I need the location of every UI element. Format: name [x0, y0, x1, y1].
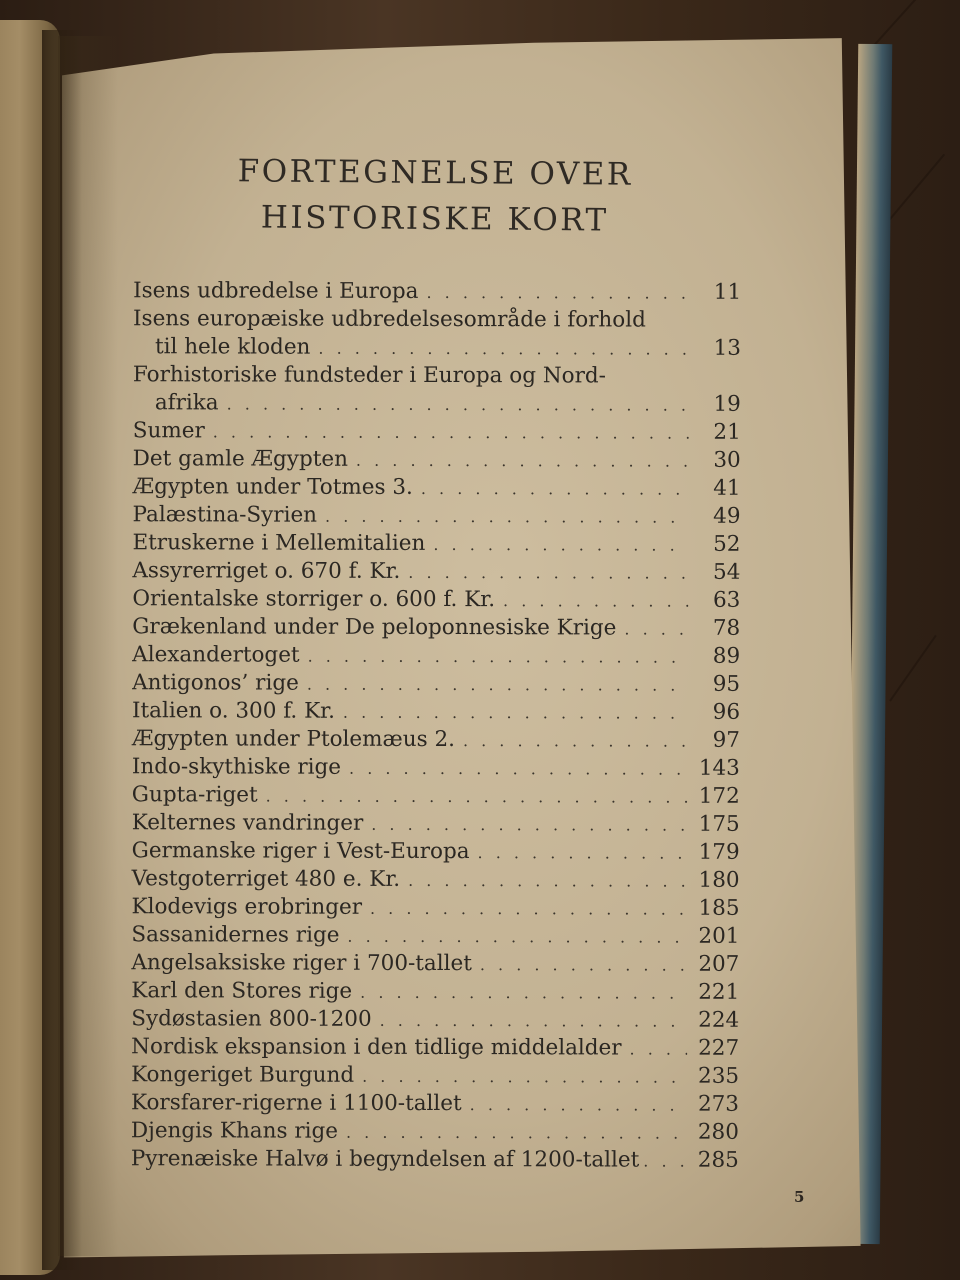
toc-entry-label: Vestgoterriget 480 e. Kr. — [131, 866, 401, 892]
leader-dots — [421, 475, 689, 504]
toc-entry-page: 30 — [713, 447, 741, 473]
leader-dots — [426, 279, 689, 308]
toc-entry — [132, 557, 740, 587]
toc-entry-page: 285 — [697, 1147, 739, 1173]
toc-entry-page: 49 — [713, 503, 741, 529]
toc-entry-label: Sumer — [132, 418, 205, 444]
leader-dots — [308, 643, 689, 672]
leader-dots — [356, 447, 689, 476]
toc-entry-label: Nordisk ekspansion i den tidlige middelalder — [131, 1034, 622, 1061]
toc-entry-label: Klodevigs erobringer — [131, 894, 363, 920]
toc-entry — [132, 669, 740, 699]
page-title — [190, 148, 681, 244]
toc-entry — [132, 641, 740, 671]
toc-entry — [131, 1089, 739, 1119]
toc-entry-page: 175 — [698, 811, 740, 837]
toc-entry — [131, 1145, 739, 1175]
toc-entry-label: Grækenland under De peloponnesiske Krige — [132, 614, 617, 641]
leader-dots — [643, 1148, 689, 1176]
toc-entry-page: 227 — [698, 1035, 740, 1061]
toc-entry-label: afrika — [154, 390, 219, 416]
toc-entry — [133, 445, 741, 475]
leader-dots — [463, 727, 688, 756]
toc-entry — [131, 1005, 739, 1035]
leader-dots — [370, 895, 688, 924]
toc-entry-label: Djengis Khans rige — [130, 1118, 339, 1144]
toc-entry-label: Isens udbredelse i Europa — [133, 278, 419, 304]
toc-entry-continuation — [133, 389, 741, 419]
toc-entry-label: Pyrenæiske Halvø i begyndelsen af 1200-tallet — [130, 1146, 640, 1173]
leader-dots — [503, 587, 688, 615]
toc-entry — [133, 417, 741, 447]
toc-entry-page: 180 — [698, 867, 740, 893]
toc-entry-page: 96 — [712, 699, 741, 725]
toc-entry — [133, 473, 741, 503]
leader-dots — [380, 1007, 688, 1036]
leader-dots — [480, 951, 688, 980]
leader-dots — [624, 615, 688, 643]
toc-entry — [132, 753, 740, 783]
toc-entry — [132, 697, 740, 727]
toc-entry — [133, 305, 741, 335]
leader-dots — [325, 503, 689, 532]
leader-dots — [408, 867, 688, 896]
toc-entry-label: Karl den Stores rige — [131, 978, 353, 1004]
toc-entry-page: 207 — [698, 951, 740, 977]
leader-dots — [343, 699, 688, 728]
toc-entry — [132, 585, 740, 615]
leader-dots — [318, 335, 689, 364]
toc-entry-label: Germanske riger i Vest-Europa — [131, 838, 470, 865]
toc-entry-label: Ægypten under Ptolemæus 2. — [131, 726, 456, 753]
leader-dots — [362, 1063, 687, 1092]
leader-dots — [630, 1036, 688, 1064]
toc-entry — [132, 529, 740, 559]
toc-entry-label: Det gamle Ægypten — [132, 446, 348, 472]
leader-dots — [307, 671, 688, 700]
toc-entry — [133, 501, 741, 531]
title-line-1: FORTEGNELSE OVER — [237, 153, 633, 193]
toc-entry-page: 201 — [698, 923, 740, 949]
leader-dots — [371, 811, 688, 840]
toc-entry-label: Assyrerriget o. 670 f. Kr. — [132, 558, 401, 584]
toc-entry-label: Etruskerne i Mellemitalien — [132, 530, 426, 556]
toc-entry-page: 78 — [712, 615, 741, 641]
toc-entry — [132, 865, 740, 895]
toc-entry-page: 172 — [698, 783, 740, 809]
toc-entry-label: Forhistoriske fundsteder i Europa og Nord- — [132, 362, 606, 389]
leader-dots — [470, 1091, 687, 1120]
toc-entry-label: Sydøstasien 800-1200 — [131, 1006, 372, 1032]
toc-entry-label: Alexandertoget — [132, 642, 300, 668]
toc-entry — [132, 809, 740, 839]
toc-entry-page: 224 — [698, 1007, 740, 1033]
toc-entry — [131, 921, 739, 951]
toc-entry-page: 11 — [713, 279, 742, 305]
toc-entry — [132, 781, 740, 811]
toc-entry-label: Gupta-riget — [131, 782, 258, 808]
toc-entry-label: Kelternes vandringer — [131, 810, 364, 836]
toc-entry-page: 280 — [697, 1119, 739, 1145]
page-number: 5 — [794, 1188, 805, 1206]
toc-entry-label: Indo-skythiske rige — [131, 754, 342, 780]
toc-entry-label: Kongeriget Burgund — [131, 1062, 355, 1088]
leader-dots — [478, 839, 688, 868]
toc-entry-page: 41 — [713, 475, 741, 501]
toc-entry-label: Ægypten under Totmes 3. — [132, 474, 413, 500]
toc-entry-label: til hele kloden — [154, 334, 311, 360]
title-line-2: HISTORISKE KORT — [260, 199, 609, 239]
toc-entry-page: 63 — [712, 587, 741, 613]
toc-entry-label: Italien o. 300 f. Kr. — [132, 698, 335, 724]
toc-entry — [132, 725, 740, 755]
toc-entry-page: 19 — [713, 391, 741, 417]
toc-entry — [131, 1061, 739, 1091]
leader-dots — [346, 1119, 687, 1148]
toc-entry-page: 179 — [698, 839, 740, 865]
toc-entry-page: 21 — [713, 419, 741, 445]
toc-entry-label: Angelsaksiske riger i 700-tallet — [131, 950, 472, 977]
toc-entry-label: Isens europæiske udbredelsesområde i forhold — [133, 306, 646, 333]
toc-entry — [133, 361, 741, 391]
leader-dots — [347, 923, 687, 952]
toc-entry-page: 54 — [713, 559, 741, 585]
toc-entry — [131, 1033, 739, 1063]
toc-entry — [131, 1117, 739, 1147]
leader-dots — [227, 390, 689, 419]
toc-entry — [133, 277, 741, 307]
toc-entry-page: 143 — [698, 755, 740, 781]
toc-entry-label: Palæstina-Syrien — [132, 502, 318, 528]
leader-dots — [408, 559, 688, 588]
toc-entry-label: Korsfarer-rigerne i 1100-tallet — [130, 1090, 462, 1117]
leader-dots — [349, 755, 688, 784]
toc-entry-label: Orientalske storriger o. 600 f. Kr. — [132, 586, 496, 613]
leader-dots — [213, 418, 689, 447]
toc-entry-page: 221 — [698, 979, 740, 1005]
toc-entry-label: Antigonos’ rige — [132, 670, 299, 696]
toc-entry-page: 97 — [712, 727, 740, 753]
toc-entry-page: 185 — [698, 895, 740, 921]
table-of-contents — [131, 277, 741, 1175]
toc-entry-page: 89 — [712, 643, 741, 669]
leader-dots — [360, 979, 687, 1008]
toc-entry — [131, 977, 739, 1007]
toc-entry-page: 273 — [697, 1091, 740, 1117]
toc-entry-label: Sassanidernes rige — [131, 922, 340, 948]
toc-entry-page: 13 — [713, 335, 742, 361]
spine-shadow — [42, 30, 82, 1270]
toc-entry — [131, 893, 739, 923]
toc-entry-page: 52 — [713, 531, 741, 557]
toc-entry-page: 235 — [698, 1063, 740, 1089]
toc-entry — [132, 613, 740, 643]
leader-dots — [266, 783, 688, 812]
leader-dots — [433, 531, 688, 560]
toc-entry-continuation — [133, 333, 741, 363]
toc-entry — [132, 837, 740, 867]
toc-entry-page: 95 — [712, 671, 741, 697]
toc-entry — [131, 949, 739, 979]
